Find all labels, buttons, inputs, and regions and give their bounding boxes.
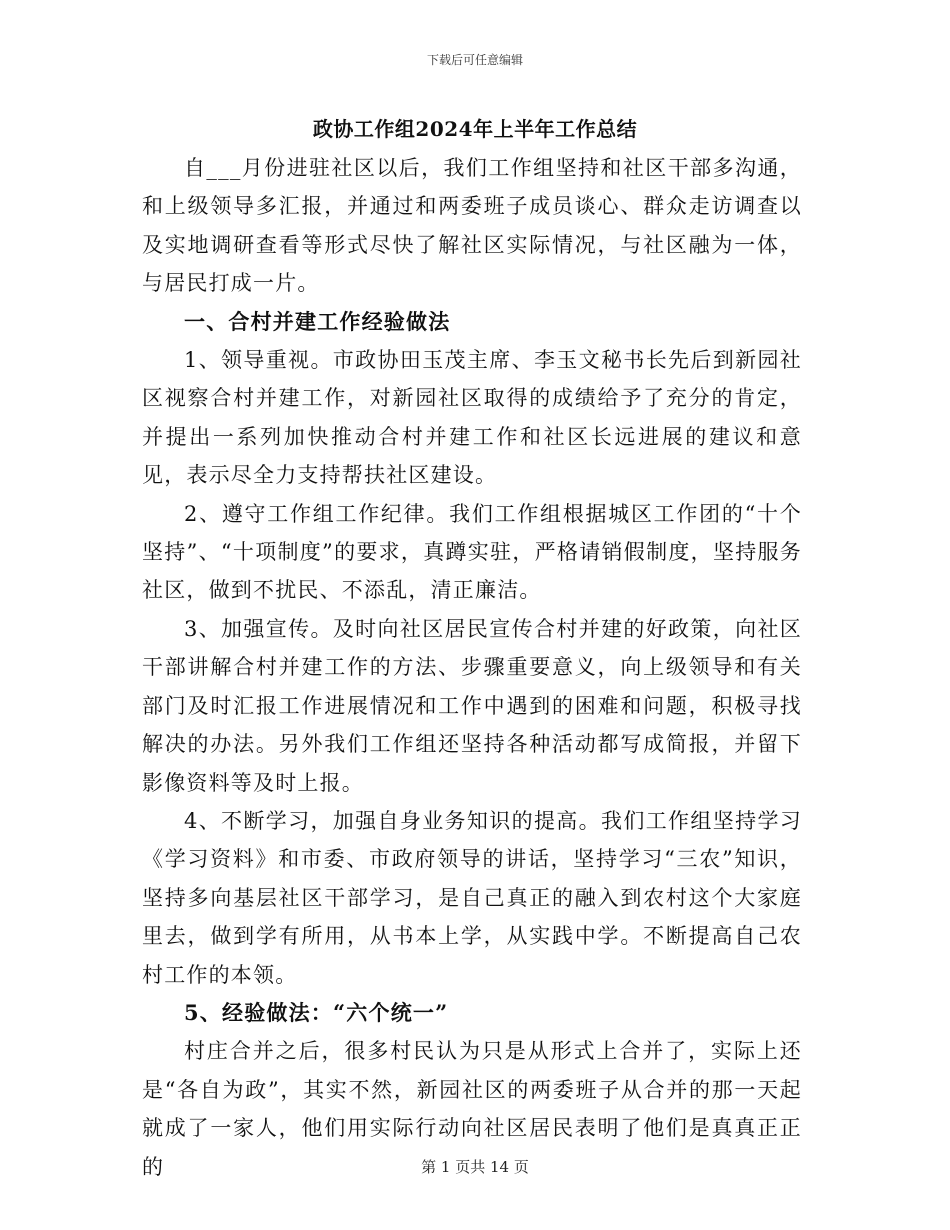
document-body (142, 149, 802, 1186)
section-heading-5: 5、经验做法：“六个统一” (184, 999, 449, 1025)
page-header-note: 下载后可任意编辑 (426, 53, 523, 67)
document-title: 政协工作组2024年上半年工作总结 (312, 117, 638, 141)
paragraph-item-2: 2、遵守工作组工作纪律。我们工作组根据城区工作团的“十个坚持”、“十项制度”的要求，真蹲实驻，严格请销假制度，坚持服务社区，做到不扰民、不添乱，清正廉洁。 (142, 501, 802, 603)
intro-paragraph: 自___月份进驻社区以后，我们工作组坚持和社区干部多沟通，和上级领导多汇报，并通过和两委班子成员谈心、群众走访调查以及实地调研查看等形式尽快了解社区实际情况，与社区融为一体，与居民打成一片。 (142, 156, 802, 296)
paragraph-item-3: 3、加强宣传。及时向社区居民宣传合村并建的好政策，向社区干部讲解合村并建工作的方法、步骤重要意义，向上级领导和有关部门及时汇报工作进展情况和工作中遇到的困难和问题，积极寻找解决的办法。另外我们工作组还坚持各种活动都写成简报，并留下影像资料等及时上报。 (142, 616, 802, 795)
paragraph-item-4: 4、不断学习，加强自身业务知识的提高。我们工作组坚持学习《学习资料》和市委、市政府领导的讲话，坚持学习“三农”知识，坚持多向基层社区干部学习，是自己真正的融入到农村这个大家庭里去，做到学有所用，从书本上学，从实践中学。不断提高自己农村工作的本领。 (142, 808, 802, 987)
paragraph-item-1: 1、领导重视。市政协田玉茂主席、李玉文秘书长先后到新园社区视察合村并建工作，对新园社区取得的成绩给予了充分的肯定，并提出一系列加快推动合村并建工作和社区长远进展的建议和意见，表示尽全力支持帮扶社区建设。 (142, 348, 802, 488)
section-heading-1: 一、合村并建工作经验做法 (184, 308, 451, 334)
page-number: 第 1 页共 14 页 (421, 1158, 529, 1176)
paragraph-item-5: 村庄合并之后，很多村民认为只是从形式上合并了，实际上还是“各自为政”，其实不然，新园社区的两委班子从合并的那一天起就成了一家人，他们用实际行动向社区居民表明了他们是真真正正的 (142, 1039, 802, 1179)
